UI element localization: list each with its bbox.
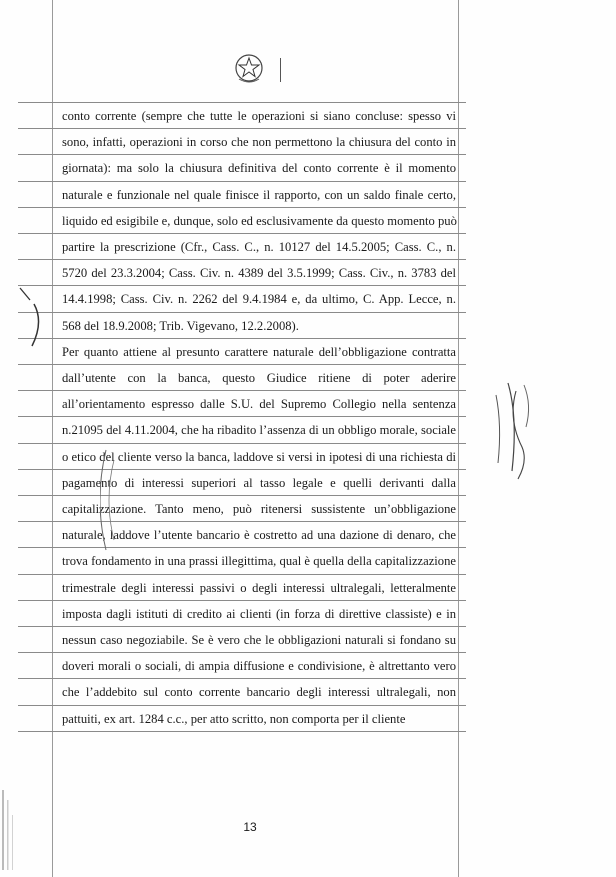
ruled-line <box>18 233 466 234</box>
page-number: 13 <box>243 820 257 834</box>
text-line: 568 del 18.9.2008; Trib. Vigevano, 12.2.2008). <box>62 318 299 333</box>
ruled-line <box>18 574 466 575</box>
text-line: naturale e funzionale nel quale finisce il rapporto, con un saldo finale certo, <box>62 187 456 202</box>
ruled-line <box>18 495 466 496</box>
text-line: che l’addebito sul conto corrente bancario degli interessi ultralegali, non <box>62 685 456 700</box>
ruled-line <box>18 678 466 679</box>
republic-emblem-icon <box>233 50 265 86</box>
text-line: 14.4.1998; Cass. Civ. n. 2262 del 9.4.1984 e, da ultimo, C. App. Lecce, n. <box>62 292 456 307</box>
text-line: all’orientamento espresso dalle S.U. del Supremo Collegio nella sentenza <box>62 397 456 412</box>
text-line: pattuiti, ex art. 1284 c.c., per atto scritto, non comporta per il cliente <box>62 711 406 726</box>
margin-bracket-mark <box>14 286 42 350</box>
ruled-line <box>18 154 466 155</box>
ruled-line <box>18 416 466 417</box>
text-line: trimestrale degli interessi passivi o degli interessi ultralegali, letteralmente <box>62 580 456 595</box>
ruled-line <box>18 731 466 732</box>
ruled-line <box>18 207 466 208</box>
text-line: doveri morali o sociali, di ampia diffusione e condivisione, è altrettanto vero <box>62 659 456 674</box>
ruled-line <box>18 259 466 260</box>
text-line: liquido ed esigibile e, dunque, solo ed esclusivamente da questo momento può <box>62 213 457 228</box>
ruled-line <box>18 181 466 182</box>
text-line: giornata): ma solo la chiusura definitiva del conto corrente è il momento <box>62 161 456 176</box>
ruled-line <box>18 652 466 653</box>
ruled-line <box>18 705 466 706</box>
ruled-line <box>18 102 466 103</box>
text-line: capitalizzazione. Tanto meno, può ritenersi sussistente un’obbligazione <box>62 502 456 516</box>
text-line: n.21095 del 4.11.2004, che ha ribadito l’assenza di un obbligo morale, sociale <box>62 423 456 438</box>
ruled-line <box>18 600 466 601</box>
text-line: nessun caso negoziabile. Se è vero che le obbligazioni naturali si fondano su <box>62 633 456 647</box>
left-margin-line <box>52 0 53 877</box>
text-line: imposta dagli istituti di credito ai clienti (in forza di direttive classiste) e in <box>62 606 456 621</box>
text-line: 5720 del 23.3.2004; Cass. Civ. n. 4389 del 3.5.1999; Cass. Civ., n. 3783 del <box>62 266 456 281</box>
text-line: sono, infatti, operazioni in corso che non permettono la chiusura del conto in <box>62 135 456 150</box>
emblem-divider <box>280 58 281 82</box>
text-line: dall’utente con la banca, questo Giudice ritiene di poter aderire <box>62 371 456 385</box>
ruled-line <box>18 626 466 627</box>
partial-stamp-mark <box>100 440 150 560</box>
ruled-line <box>18 338 466 339</box>
text-line: conto corrente (sempre che tutte le operazioni si siano concluse: spesso vi <box>62 109 456 123</box>
ruled-line <box>18 443 466 444</box>
ruled-line <box>18 285 466 286</box>
text-line: trova fondamento in una prassi illegittima, qual è quella della capitalizzazione <box>62 554 456 569</box>
ruled-line <box>18 128 466 129</box>
text-line: pagamento di interessi superiori al tasso legale e quelli derivanti dalla <box>62 475 456 490</box>
text-line: partire la prescrizione (Cfr., Cass. C., n. 10127 del 14.5.2005; Cass. C., n. <box>62 240 456 254</box>
text-line: Per quanto attiene al presunto carattere naturale dell’obbligazione contratta <box>62 344 456 359</box>
ruled-line <box>18 390 466 391</box>
ruled-line <box>18 521 466 522</box>
ruled-line <box>18 364 466 365</box>
text-line: o etico del cliente verso la banca, laddove si versi in ipotesi di una richiesta di <box>62 449 456 464</box>
ruled-line <box>18 469 466 470</box>
ruled-line <box>18 312 466 313</box>
handwritten-signature <box>486 375 542 485</box>
right-margin-line <box>458 0 459 877</box>
ruled-line <box>18 547 466 548</box>
text-line: naturale, laddove l’utente bancario è costretto ad una dazione di denaro, che <box>62 528 456 543</box>
